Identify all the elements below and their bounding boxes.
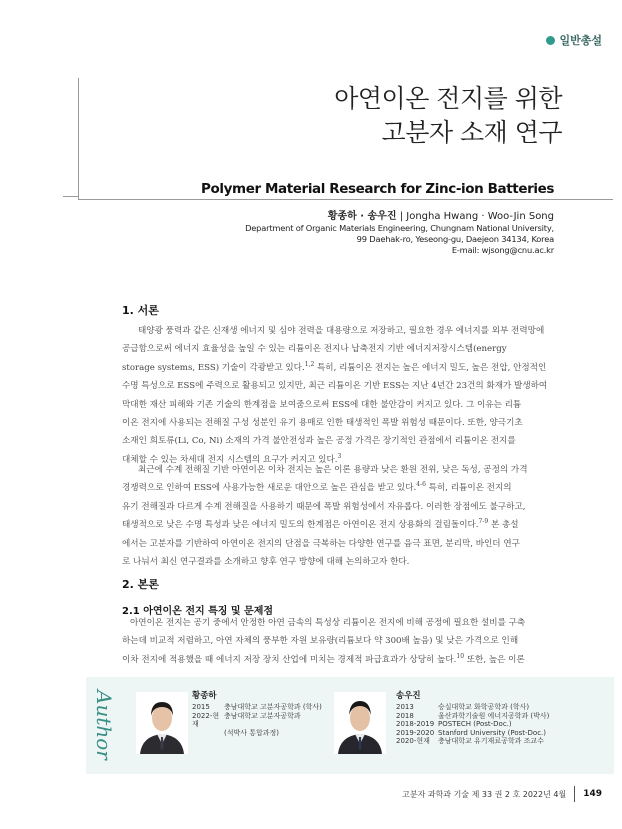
author-tag-text: Author [92, 690, 116, 760]
text-line [122, 516, 559, 534]
bio-desc: 승실대학교 화학공학과 (학사) [438, 703, 530, 711]
section-heading-intro: 1. 서론 [122, 304, 159, 317]
bio-row [396, 720, 549, 729]
text-line: 막대한 재산 피해와 기존 기술의 한계점을 보여줌으로써 ESS에 대한 불안감이 커지고 있다. 그 이유는 리튬 [122, 399, 522, 410]
footer-divider [574, 786, 575, 802]
section-heading-body: 2. 본론 [122, 578, 159, 591]
author-2-bio [396, 703, 549, 746]
bio-year: 2019-2020 [396, 728, 435, 737]
text-line: 소재인 희토류(Li, Co, Ni) 소재의 가격 불안전성과 높은 공정 가격은 장기적인 관점에서 리튬이온 전지를 [122, 436, 516, 447]
author-email: E-mail: wjsong@cnu.ac.kr [451, 245, 554, 255]
bio-year: 2018 [396, 711, 414, 720]
text-span: 특히, 리튬이온 전지의 [425, 483, 512, 494]
bullet-dot-icon [546, 36, 555, 45]
text-line: 로 나눠서 최신 연구결과를 소개하고 향후 연구 방향에 대해 논의하고자 한다. [122, 557, 410, 568]
bio-row [396, 712, 549, 721]
text-line: 공급함으로써 에너지 효율성을 높일 수 있는 리튬이온 전지나 납축전지 기반 에너지저장시스템(energy [122, 344, 507, 355]
text-span: 이차 전지에 적용했을 때 에너지 저장 장치 산업에 미치는 경제적 파급효과가 상당히 높다. [122, 654, 457, 665]
portrait-image [136, 692, 188, 754]
text-span: 본 총설 [488, 520, 519, 531]
text-line [122, 651, 559, 669]
author-names [245, 210, 554, 223]
affiliation-line-1: Department of Organic Materials Engineering, Chungnam National University, [245, 223, 554, 233]
author-1-bio [192, 703, 322, 737]
text-line: 이온 전지에 사용되는 전해질 구성 성분인 유기 용매로 인한 태생적인 폭발 위험성 때문이다. 또한, 양극기초 [122, 418, 523, 429]
category-text: 일반총설 [559, 34, 602, 47]
text-line: 수명 특성으로 ESS에 주력으로 활용되고 있지만, 최근 리튬이온 기반 ESS는 지난 4년간 23건의 화재가 발생하여 [122, 381, 548, 392]
author-info [245, 210, 554, 256]
text-span: storage systems, ESS) 기술이 각광받고 있다. [122, 362, 305, 373]
title-line-2: 고분자 소재 연구 [381, 118, 562, 147]
intro-paragraph-1 [122, 322, 559, 469]
intro-paragraph-2 [122, 461, 559, 571]
journal-info: 고분자 과학과 기술 제 33 권 2 호 2022년 4월 [402, 789, 567, 799]
bio-desc: POSTECH (Post-Doc.) [438, 720, 512, 729]
text-line: 에서는 고분자를 기반하여 아연이온 전지의 단점을 극복하는 다양한 연구를 음극 표면, 분리막, 바인더 연구 [122, 538, 520, 549]
bio-desc: 충남대학교 유기재료공학과 조교수 [438, 737, 544, 746]
author-1-name: 황종하 [192, 691, 217, 701]
bio-desc: 울산과학기술원 에너지공학과 (박사) [438, 711, 550, 720]
category-label [546, 32, 602, 48]
bio-year: 2022-현재 [192, 711, 220, 729]
text-line: 아연이온 전지는 공기 중에서 안정한 아연 금속의 특성상 리튬이온 전지에 비해 공정에 필요한 설비를 구축 [130, 618, 526, 628]
text-span: 경쟁력으로 인하여 ESS에 사용가능한 새로운 대안으로 높은 관심을 받고 있다. [122, 483, 417, 494]
text-line: 최근에 수계 전해질 기반 아연이온 이차 전지는 높은 이론 용량과 낮은 환원 전위, 낮은 독성, 공정의 가격 [138, 465, 528, 475]
bio-row [192, 729, 322, 738]
text-span: 대체할 수 있는 차세대 전지 시스템의 요구가 커지고 있다. [122, 454, 338, 465]
author-2-name: 송우진 [396, 691, 421, 701]
title-line-1: 아연이온 전지를 위한 [334, 84, 562, 113]
bio-desc: 충남대학교 고분자공학과 (학사) [224, 703, 322, 711]
english-title: Polymer Material Research for Zinc-ion Batteries [201, 181, 554, 197]
bio-row [396, 737, 549, 746]
bio-year: 2018-2019 [396, 720, 435, 729]
citation: 7-9 [478, 518, 489, 526]
author-photo-1 [136, 692, 188, 754]
bio-year [192, 729, 224, 738]
bio-row [192, 712, 322, 729]
bio-desc: Stanford University (Post-Doc.) [438, 728, 547, 737]
page-footer [402, 786, 602, 802]
affiliation-line-2: 99 Daehak-ro, Yeseong-gu, Daejeon 34134, Korea [356, 234, 554, 244]
page-number: 149 [583, 789, 602, 799]
text-line: 하는데 비교적 저렴하고, 아연 자체의 풍부한 자원 보유량(리튬보다 약 300배 높음) 및 낮은 가격으로 인해 [122, 636, 519, 647]
text-span: 또한, 높은 이론 [464, 654, 525, 665]
citation: 1,2 [304, 360, 315, 368]
author-names-kr: 황종하 · 송우진 [327, 211, 397, 222]
text-span: 태생적으로 낮은 수명 특성과 낮은 에너지 밀도의 한계점은 아연이온 전지 상용화의 걸림돌이다. [122, 520, 479, 531]
author-names-en: Jongha Hwang · Woo-Jin Song [406, 211, 554, 222]
author-vertical-tag [90, 690, 118, 770]
text-span: 특히, 리튬이온 전지는 높은 에너지 밀도, 높은 전압, 안정적인 [314, 362, 547, 373]
bio-year: 2015 [192, 703, 210, 711]
bio-row [396, 703, 549, 712]
portrait-image [334, 692, 386, 754]
text-line [122, 359, 559, 377]
citation: 4-6 [416, 481, 426, 489]
text-line [122, 479, 559, 497]
text-line: 태양광 풍력과 같은 신재생 에너지 및 심야 전력을 대용량으로 저장하고, 필요한 경우 에너지를 외부 전력망에 [138, 326, 545, 336]
citation: 10 [456, 652, 465, 660]
bio-desc: 충남대학교 고분자공학과 [224, 711, 301, 720]
body-paragraph-1 [122, 614, 559, 669]
name-separator: | [399, 211, 407, 222]
bio-row [192, 703, 322, 712]
bio-year: 2020-현재 [396, 737, 430, 746]
author-photo-2 [334, 692, 386, 754]
subsection-heading: 2.1 아연이온 전지 특징 및 문제점 [122, 606, 274, 617]
citation: 3 [337, 452, 342, 460]
text-line: 유기 전해질과 다르게 수계 전해질을 사용하기 때문에 폭발 위험성에서 자유롭다. 이러한 장점에도 불구하고, [122, 501, 526, 512]
article-title [334, 82, 562, 150]
bio-desc: (석박사 통합과정) [224, 728, 280, 737]
bio-year: 2013 [396, 703, 414, 711]
